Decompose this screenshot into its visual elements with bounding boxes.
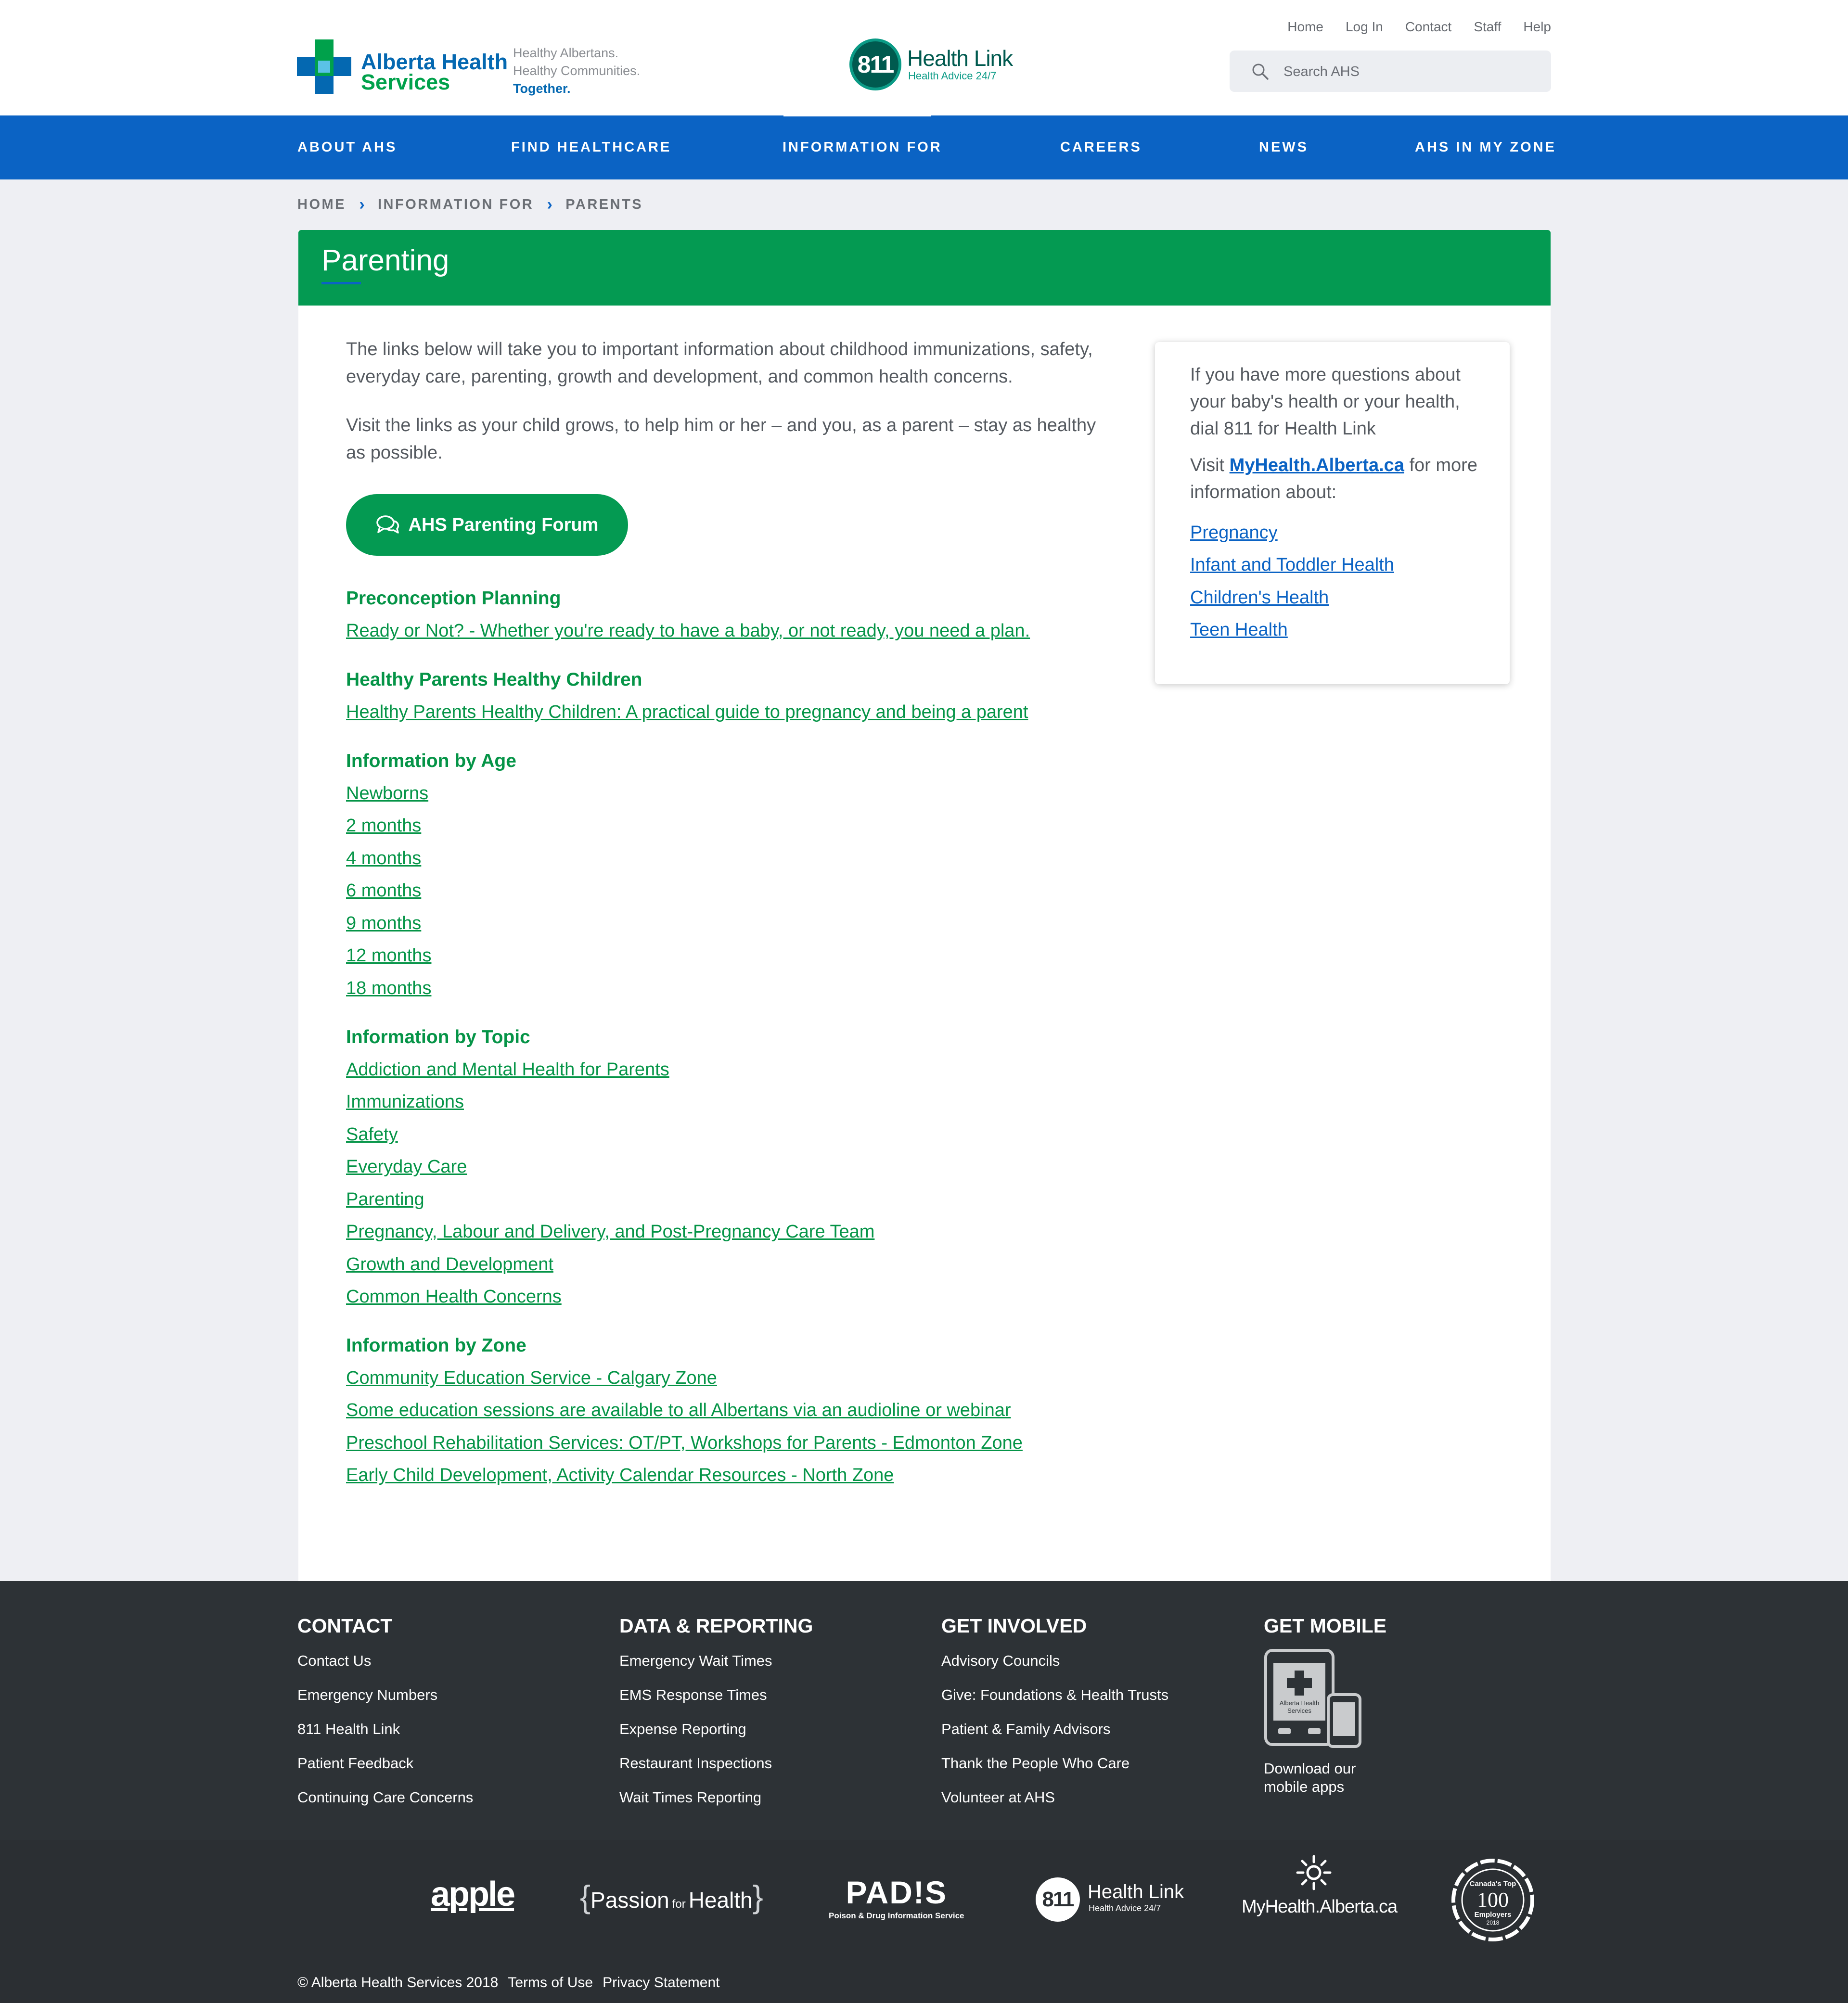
partner-passion-for-health-logo[interactable] xyxy=(580,1878,763,1915)
sidebar-visit-text xyxy=(1190,452,1489,506)
link-age-18-months[interactable]: 18 months xyxy=(346,978,432,998)
link-ready-or-not[interactable]: Ready or Not? - Whether you're ready to have a baby, or not ready, you need a plan. xyxy=(346,621,1030,641)
nav-about-ahs[interactable]: ABOUT AHS xyxy=(297,140,398,155)
padis-title: PAD!S xyxy=(846,1875,947,1910)
tagline xyxy=(513,44,640,98)
sidebar-myhealth-link[interactable]: MyHealth.Alberta.ca xyxy=(1229,455,1404,475)
footer-download-line2[interactable]: mobile apps xyxy=(1264,1778,1345,1795)
passion-health: Health xyxy=(688,1888,753,1913)
logo-line1: Alberta Health xyxy=(361,50,508,74)
section-heading-by-zone: Information by Zone xyxy=(346,1335,526,1356)
nav-find-healthcare[interactable]: FIND HEALTHCARE xyxy=(511,140,672,155)
link-age-2-months[interactable]: 2 months xyxy=(346,816,422,836)
partner-hl-badge: 811 xyxy=(1036,1877,1080,1922)
link-age-12-months[interactable]: 12 months xyxy=(346,945,432,966)
search-icon[interactable] xyxy=(1251,63,1270,81)
sidebar-link-pregnancy[interactable]: Pregnancy xyxy=(1190,523,1278,543)
link-topic-parenting[interactable]: Parenting xyxy=(346,1189,424,1210)
link-age-6-months[interactable]: 6 months xyxy=(346,880,422,901)
link-topic-pregnancy-labour[interactable]: Pregnancy, Labour and Delivery, and Post-Pregnancy Care Team xyxy=(346,1222,875,1242)
footer-download-line1[interactable]: Download our xyxy=(1264,1760,1356,1777)
footer-heading-contact: CONTACT xyxy=(297,1615,393,1637)
footer-heading-get-mobile: GET MOBILE xyxy=(1264,1615,1387,1637)
link-topic-safety[interactable]: Safety xyxy=(346,1124,398,1145)
footer-link-contact-us[interactable]: Contact Us xyxy=(297,1652,372,1669)
partner-hl-subtitle: Health Advice 24/7 xyxy=(1089,1903,1161,1913)
passion-left-brace: { xyxy=(580,1879,591,1914)
health-link-title: Health Link xyxy=(907,46,1013,71)
top100-line2: Employers xyxy=(1474,1911,1512,1919)
partner-health-link-logo[interactable] xyxy=(1036,1877,1184,1926)
health-link-subtitle: Health Advice 24/7 xyxy=(908,70,997,82)
link-topic-growth-development[interactable]: Growth and Development xyxy=(346,1254,553,1275)
footer-link-volunteer[interactable]: Volunteer at AHS xyxy=(941,1789,1055,1806)
sidebar-link-teen-health[interactable]: Teen Health xyxy=(1190,620,1288,640)
logo-line2: Services xyxy=(361,70,450,94)
breadcrumb xyxy=(297,195,643,214)
partner-hl-title: Health Link xyxy=(1088,1881,1184,1902)
parenting-forum-label: AHS Parenting Forum xyxy=(408,514,599,535)
content-card xyxy=(298,230,1551,1581)
myhealth-wordmark: MyHealth.Alberta.ca xyxy=(1242,1897,1398,1917)
partner-padis-logo[interactable] xyxy=(829,1876,964,1921)
mobile-icon-label-2: Services xyxy=(1287,1707,1311,1714)
link-zone-north[interactable]: Early Child Development, Activity Calendar Resources - North Zone xyxy=(346,1465,894,1485)
section-heading-preconception: Preconception Planning xyxy=(346,588,561,609)
footer-link-wait-times-reporting[interactable]: Wait Times Reporting xyxy=(619,1789,762,1806)
search-input[interactable] xyxy=(1283,60,1535,83)
link-age-4-months[interactable]: 4 months xyxy=(346,848,422,868)
utility-link-login[interactable]: Log In xyxy=(1345,19,1383,34)
top100-number: 100 xyxy=(1477,1888,1509,1912)
sidebar-intro-text: If you have more questions about your baby's health or your health, dial 811 for Health Link xyxy=(1190,365,1461,439)
logo-text xyxy=(361,52,508,92)
link-topic-addiction-mental-health[interactable]: Addiction and Mental Health for Parents xyxy=(346,1059,669,1080)
intro-paragraph-1: The links below will take you to important information about childhood immunizations, safety, everyday care, parenting, growth and development, and common health concerns. xyxy=(346,339,1093,387)
breadcrumb-information-for[interactable]: INFORMATION FOR xyxy=(378,197,534,212)
footer-link-expense-reporting[interactable]: Expense Reporting xyxy=(619,1721,746,1737)
nav-active-indicator xyxy=(783,110,931,116)
footer-links xyxy=(0,1581,1848,1840)
utility-link-help[interactable]: Help xyxy=(1523,19,1551,34)
sidebar-link-childrens-health[interactable]: Children's Health xyxy=(1190,587,1329,608)
tagline-line1: Healthy Albertans. xyxy=(513,46,619,60)
footer-partners xyxy=(0,1840,1848,2003)
link-topic-common-health-concerns[interactable]: Common Health Concerns xyxy=(346,1287,562,1307)
nav-information-for[interactable]: INFORMATION FOR xyxy=(783,140,942,155)
passion-word: Passion xyxy=(590,1888,669,1913)
chevron-right-icon: › xyxy=(547,195,552,214)
partner-top-100-employers-logo[interactable] xyxy=(1450,1857,1536,1943)
footer-link-thank-people[interactable]: Thank the People Who Care xyxy=(941,1755,1130,1772)
health-link-811-badge: 811 xyxy=(849,38,901,90)
copyright-bar xyxy=(297,1975,720,1991)
link-age-newborns[interactable]: Newborns xyxy=(346,783,429,804)
section-heading-by-topic: Information by Topic xyxy=(346,1027,530,1047)
intro-paragraph-2: Visit the links as your child grows, to help him or her – and you, as a parent – stay as healthy as possible. xyxy=(346,415,1096,463)
page-title-bar xyxy=(298,230,1551,306)
link-healthy-parents-guide[interactable]: Healthy Parents Healthy Children: A practical guide to pregnancy and being a parent xyxy=(346,702,1028,722)
title-underline xyxy=(321,282,361,284)
breadcrumb-home[interactable]: HOME xyxy=(297,197,346,212)
link-topic-everyday-care[interactable]: Everyday Care xyxy=(346,1157,467,1177)
sun-icon xyxy=(1296,1854,1332,1891)
chat-bubbles-icon xyxy=(376,514,400,536)
section-heading-healthy-parents: Healthy Parents Healthy Children xyxy=(346,669,642,690)
tagline-line3: Together. xyxy=(513,81,571,96)
partner-myhealth-logo[interactable] xyxy=(1242,1854,1398,1926)
footer-link-emergency-numbers[interactable]: Emergency Numbers xyxy=(297,1686,438,1703)
footer-heading-get-involved: GET INVOLVED xyxy=(941,1615,1087,1637)
footer-link-continuing-care[interactable]: Continuing Care Concerns xyxy=(297,1789,474,1806)
footer-link-foundations-trusts[interactable]: Give: Foundations & Health Trusts xyxy=(941,1686,1169,1703)
nav-careers[interactable]: CAREERS xyxy=(1060,140,1142,155)
nav-news[interactable]: NEWS xyxy=(1259,140,1309,155)
parenting-forum-button[interactable] xyxy=(346,494,628,556)
passion-for: for xyxy=(672,1898,686,1911)
tagline-line2: Healthy Communities. xyxy=(513,64,641,78)
mobile-devices-icon xyxy=(1264,1648,1362,1749)
footer-link-patient-family-advisors[interactable]: Patient & Family Advisors xyxy=(941,1721,1111,1737)
health-link-logo[interactable] xyxy=(849,38,1013,96)
link-topic-immunizations[interactable]: Immunizations xyxy=(346,1092,464,1112)
privacy-statement-link[interactable]: Privacy Statement xyxy=(603,1975,720,1990)
footer-link-emergency-wait-times[interactable]: Emergency Wait Times xyxy=(619,1652,772,1669)
sidebar-help-box xyxy=(1155,342,1510,684)
copyright-text: © Alberta Health Services 2018 xyxy=(297,1975,499,1990)
search-box xyxy=(1230,51,1551,92)
footer-heading-data-reporting: DATA & REPORTING xyxy=(619,1615,813,1637)
sidebar-visit-prefix: Visit xyxy=(1190,455,1225,475)
footer-link-patient-feedback[interactable]: Patient Feedback xyxy=(297,1755,414,1772)
link-zone-audioline-webinar[interactable]: Some education sessions are available to all Albertans via an audioline or webinar xyxy=(346,1400,1011,1420)
link-zone-edmonton[interactable]: Preschool Rehabilitation Services: OT/PT, Workshops for Parents - Edmonton Zone xyxy=(346,1433,1023,1453)
utility-link-contact[interactable]: Contact xyxy=(1405,19,1452,34)
link-zone-calgary[interactable]: Community Education Service - Calgary Zone xyxy=(346,1368,717,1388)
link-age-9-months[interactable]: 9 months xyxy=(346,913,422,933)
breadcrumb-parents[interactable]: PARENTS xyxy=(565,197,643,212)
chevron-right-icon: › xyxy=(359,195,365,214)
top100-line1: Canada's Top xyxy=(1469,1880,1516,1888)
footer-link-ems-response-times[interactable]: EMS Response Times xyxy=(619,1686,767,1703)
footer-link-811-health-link[interactable]: 811 Health Link xyxy=(297,1721,400,1737)
sidebar-visit-suffix: for more information about: xyxy=(1190,455,1477,502)
utility-link-staff[interactable]: Staff xyxy=(1474,19,1502,34)
utility-nav xyxy=(1287,19,1551,35)
section-heading-by-age: Information by Age xyxy=(346,751,516,771)
utility-link-home[interactable]: Home xyxy=(1287,19,1323,34)
sidebar-link-infant-toddler[interactable]: Infant and Toddler Health xyxy=(1190,555,1394,575)
top100-year: 2018 xyxy=(1486,1919,1500,1926)
main-nav xyxy=(0,115,1848,179)
padis-subtitle: Poison & Drug Information Service xyxy=(829,1911,964,1920)
page-title: Parenting xyxy=(321,244,449,277)
passion-right-brace: } xyxy=(752,1879,763,1914)
footer-link-advisory-councils[interactable]: Advisory Councils xyxy=(941,1652,1060,1669)
mobile-icon-label-1: Alberta Health xyxy=(1279,1699,1320,1707)
partner-apple-logo[interactable]: apple xyxy=(431,1875,514,1914)
ahs-cross-icon xyxy=(297,39,351,94)
site-header xyxy=(0,0,1848,115)
footer-link-restaurant-inspections[interactable]: Restaurant Inspections xyxy=(619,1755,772,1772)
nav-ahs-in-my-zone[interactable]: AHS IN MY ZONE xyxy=(1415,140,1556,155)
terms-of-use-link[interactable]: Terms of Use xyxy=(508,1975,593,1990)
